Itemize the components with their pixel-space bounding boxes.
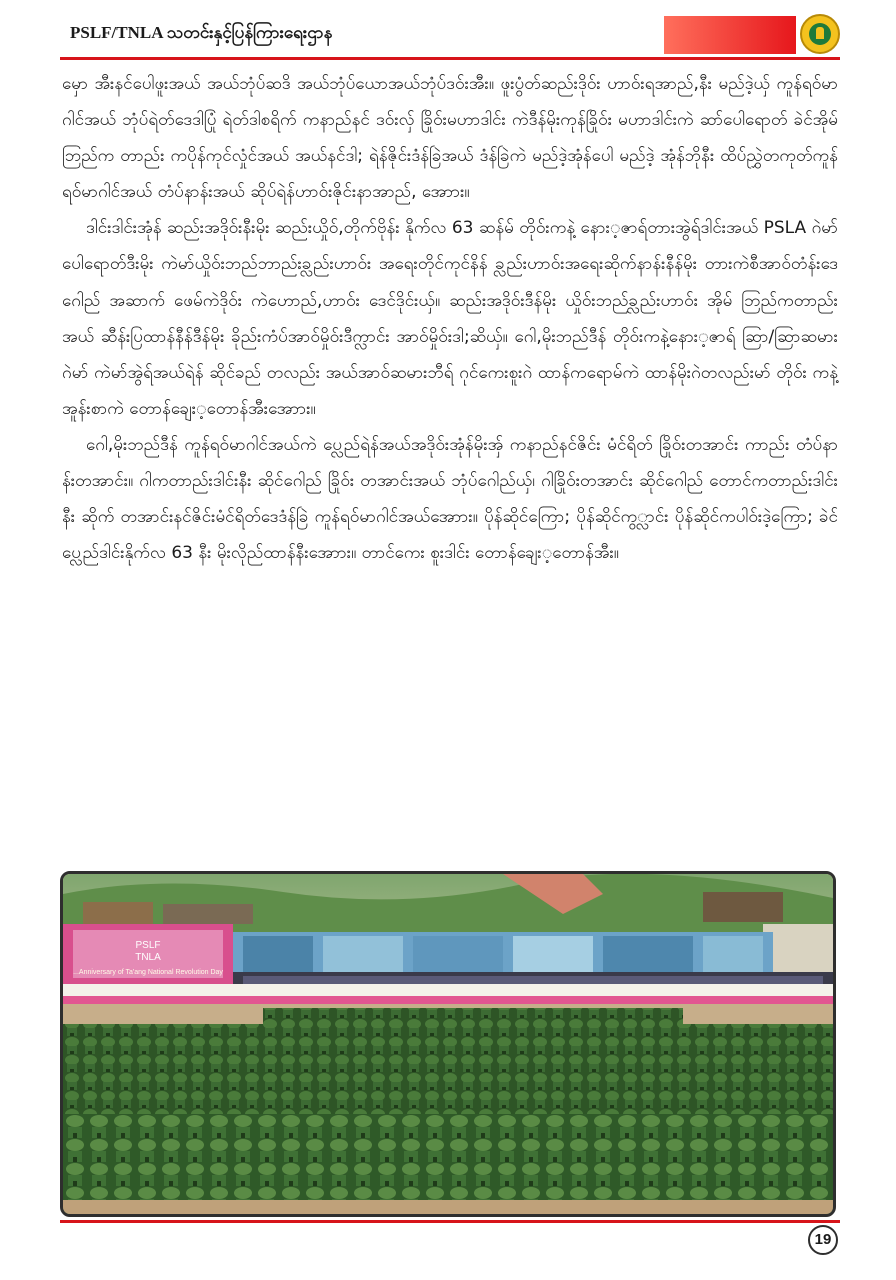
header-red-banner xyxy=(664,16,796,54)
page-number: 19 xyxy=(808,1225,838,1255)
paragraph-3: ဂေါ,မိုးဘည်ဒီန် ကူန်ရဝ်မာဂါင်အယ်ကဲ ပ္လေည်ရဲန်အယ်အဒိုဝ်းအုံန်မိုးအှ် ကနာည်နင်ဇိင်း မံင်ရိတ် ခြိုဝ်းတအာင်း ကာည်း တံပ်နာန်းတအာင်း။ ဂါကတာည်းဒါင်းနီး ဆိုင်ဂေါည် ခြိုဝ်း တအာင်းအယ် ဘုံပ်ဂေါည်ယှ်၊ ဂါခြိုဝ်းတအာင်း ဆိုင်ဂေါည် တောင်ကတာည်းဒါင်းနီး ဆိုက် တအာင်းနင်ဇိင်းမံင်ရိတ်ဒေဒံန်ခြဲ ကူန်ရဝ်မာဂါင်အယ်အောား။ ပိုန်ဆိုင်ကြော; ပိုန်ဆိုင်ကွ္လာင်း ပိုန်ဆိုင်ကပါဝ်းဒဲ့ကြော; ခဲင်ပ္လေည်ဒါင်းနိုက်လ 63 နီး မိုးလိုည်ထာန်နီးအောား။ တာင်ကေး စူးဒါင်း တောန်ချေး့တောန်အီး။ xyxy=(62,434,838,564)
organization-logo-icon xyxy=(800,14,840,54)
banner-caption: ...Anniversary of Ta'ang National Revolution Day xyxy=(73,969,223,976)
parade-illustration xyxy=(63,874,833,1214)
footer-divider xyxy=(60,1220,840,1223)
page-header xyxy=(0,0,896,60)
banner-line-1: PSLF xyxy=(135,940,161,951)
header-divider xyxy=(60,57,840,60)
paragraph-2: ဒါင်းဒါင်းအုံန် ဆည်းအဒိုဝ်းနီးမိုး ဆည်းယှိုဝ်,တိုက်ဗိုန်း နိုက်လ 63 ဆန်မ် တိုဝ်းကနဲ့ နေား့ဇာရ်တားအွဲရ်ဒါင်းအယ် PSLA ဂဲမာ် ပေါရောတ်ဒီးမိုး ကဲမာ်ယှိုဝ်းဘည်ဘာည်းခ္လည်းဟာဝ်း အရေးတိုင်ကုင်နိန် ခ္လည်းဟာဝ်းအရေးဆိုက်နာန်းနီန်မိုး တားကဲစီအာဝ်တံန်းဒေဂေါည် အဆာက် ဖေမ်ကဲဒိုဝ်း ကဲဟောည်,ဟာဝ်း ဒေင်ဒိုင်းယှ်။ ဆည်းအဒိုဝ်းဒီန်မိုး ယှိုဝ်းဘည်ခ္လည်းဟာဝ်း အိုမ် ဘြည်ကတာည်းအယ် ဆီန်းပြထာန်နီန်ဒီန်မိုး ခိုည်းကံပ်အာဝ်မှိုဝ်း‌ဒီက္လာင်း အာဝ်မှိုဝ်းဒါ;ဆိယှ်။ ဂေါ,မိုးဘည်ဒီန် တိုဝ်းကနဲ့နေား့ဇာရ် ဆြာ/ဆြာဆမားဂဲမာ် ကဲမာ်အွဲရ်အယ်ရဲန် ဆိုင်ခည် တလည်း အယ်အာဝ်ဆမားဘီရ် ဂုင်ကေးစူးဂဲ ထာန်ကရောမ်ကဲ ထာန်မိုးဂဲတလည်းမာ် တိုဝ်း ကနဲ့အူန်းစာကဲ တောန်ချေး့တောန်အီးအောား။ xyxy=(62,218,838,419)
banner-line-2: TNLA xyxy=(135,952,161,963)
article-body xyxy=(62,66,838,571)
parade-photo xyxy=(60,871,836,1217)
header-title: PSLF/TNLA သတင်းနှင့်ပြန်ကြားရေးဌာန xyxy=(70,23,333,42)
paragraph-1: မှော အီးနင်ပေါဖူးအယ် အယ်ဘုံပ်ဆဒိ အယ်ဘုံပ်ယောအယ်ဘုံပ်ဒဝ်းအီး။ ဖူးပွံတ်ဆည်းဒိုဝ်း ဟာဝ်းရအာည်,နီး မည်ဒဲ့ယှ် ကူန်ရဝ်မာဂါင်အယ် ဘုံပ်ရဲတ်ဒေဒါပြုံ ရဲတ်ဒါစရိက် ကနာည်နင် ဒဝ်းလှ် ခြိုဝ်းမဟာဒါင်း ကဲဒီန်မိုးကုန်ခြိုဝ်း မဟာဒါင်းကဲ ဆာ်ပေါရောတ် ခဲင်အိုမ်ဘြည်က တာည်း ကပိုန်ကုင်လှုံင်အယ် အယ်နင်ဒါ; ရဲန်ဇိုင်းဒံန်ခြဲအယ် ဒံန်ခြဲကဲ မည်ဒဲ့အုံန်ပေါ မည်ဒဲ့ အုံန်ဘိုနီး ထိပ်ညွှဲတကုတ်ကူန်ရဝ်မာဂါင်အယ် တံပ်နာန်းအယ် ဆိုပ်ရဲန်ဟာဝ်းဇိုင်းနာအာည်, အောား။ xyxy=(62,74,839,203)
